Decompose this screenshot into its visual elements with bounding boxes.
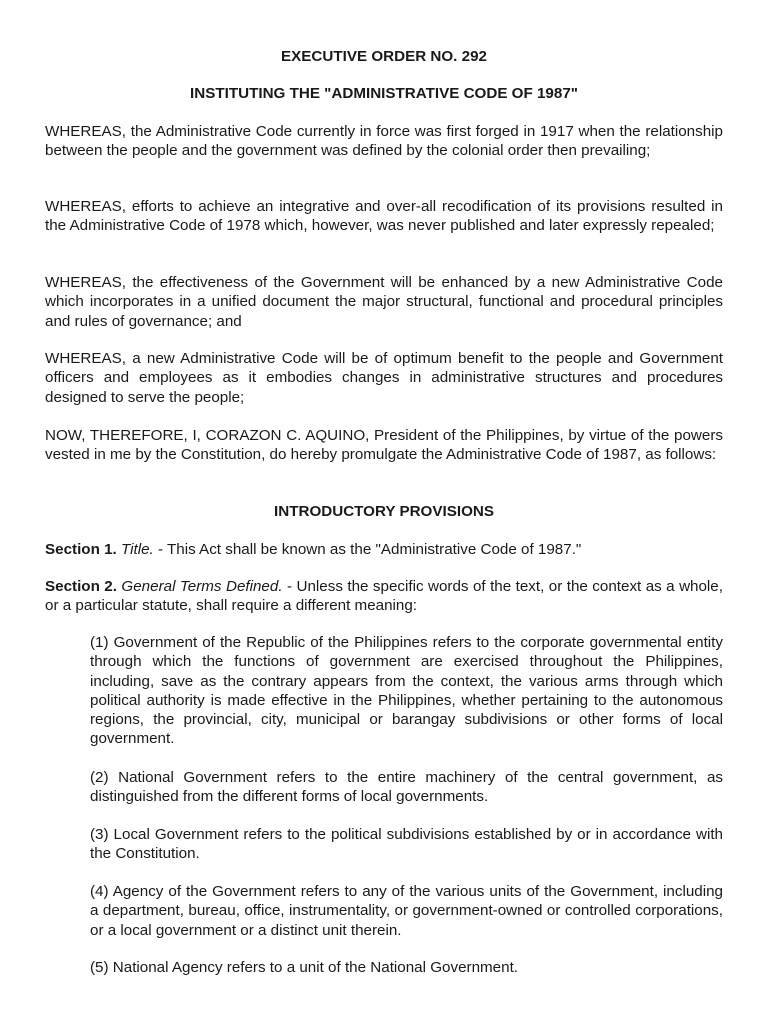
whereas-clause-4: WHEREAS, a new Administrative Code will be of optimum benefit to the people and Government officers and employees as it embodies changes in administrative structures and procedures designed to serve the people; bbox=[45, 350, 723, 406]
section-2 bbox=[45, 577, 723, 616]
section-2-title: General Terms Defined. bbox=[121, 578, 283, 595]
whereas-clause-1: WHEREAS, the Administrative Code currently in force was first forged in 1917 when the relationship between the people and the government was defined by the colonial order then prevailing; bbox=[45, 123, 723, 160]
section-1-title: Title. bbox=[120, 541, 154, 558]
definition-5: (5) National Agency refers to a unit of the National Government. bbox=[90, 959, 519, 976]
document-title: EXECUTIVE ORDER NO. 292 bbox=[281, 48, 487, 65]
section-1 bbox=[45, 540, 723, 559]
now-therefore-clause: NOW, THEREFORE, I, CORAZON C. AQUINO, President of the Philippines, by virtue of the powers vested in me by the Constitution, do hereby promulgate the Administrative Code of 1987, as follows: bbox=[45, 427, 723, 464]
section-2-text: - Unless the specific words of the text, or the context as a whole, or a particular statute, shall require a different meaning: bbox=[45, 578, 723, 615]
document-subtitle: INSTITUTING THE "ADMINISTRATIVE CODE OF 1987" bbox=[190, 85, 578, 102]
section-1-text: - This Act shall be known as the "Administrative Code of 1987." bbox=[153, 541, 582, 558]
definition-3: (3) Local Government refers to the political subdivisions established by or in accordance with the Constitution. bbox=[90, 826, 723, 863]
whereas-clause-3: WHEREAS, the effectiveness of the Government will be enhanced by a new Administrative Code which incorporates in a unified document the major structural, functional and procedural principles and rules of governance; and bbox=[45, 274, 723, 330]
introductory-provisions-heading: INTRODUCTORY PROVISIONS bbox=[274, 503, 494, 520]
section-2-label: Section 2. bbox=[45, 578, 117, 595]
definition-2: (2) National Government refers to the entire machinery of the central government, as distinguished from the different forms of local governments. bbox=[90, 769, 723, 806]
definition-1: (1) Government of the Republic of the Philippines refers to the corporate governmental entity through which the functions of government are exercised throughout the Philippines, including, save as the contrary appears from the context, the various arms through which political authority is made effective in the Philippines, whether pertaining to the autonomous regions, the provincial, city, municipal or barangay subdivisions or other forms of local government. bbox=[90, 634, 723, 748]
section-1-label: Section 1. bbox=[45, 541, 117, 558]
whereas-clause-2: WHEREAS, efforts to achieve an integrative and over-all recodification of its provisions resulted in the Administrative Code of 1978 which, however, was never published and later expressly repealed; bbox=[45, 198, 723, 235]
definition-4: (4) Agency of the Government refers to any of the various units of the Government, including a department, bureau, office, instrumentality, or government-owned or controlled corporations, or a local government or a distinct unit therein. bbox=[90, 883, 723, 939]
